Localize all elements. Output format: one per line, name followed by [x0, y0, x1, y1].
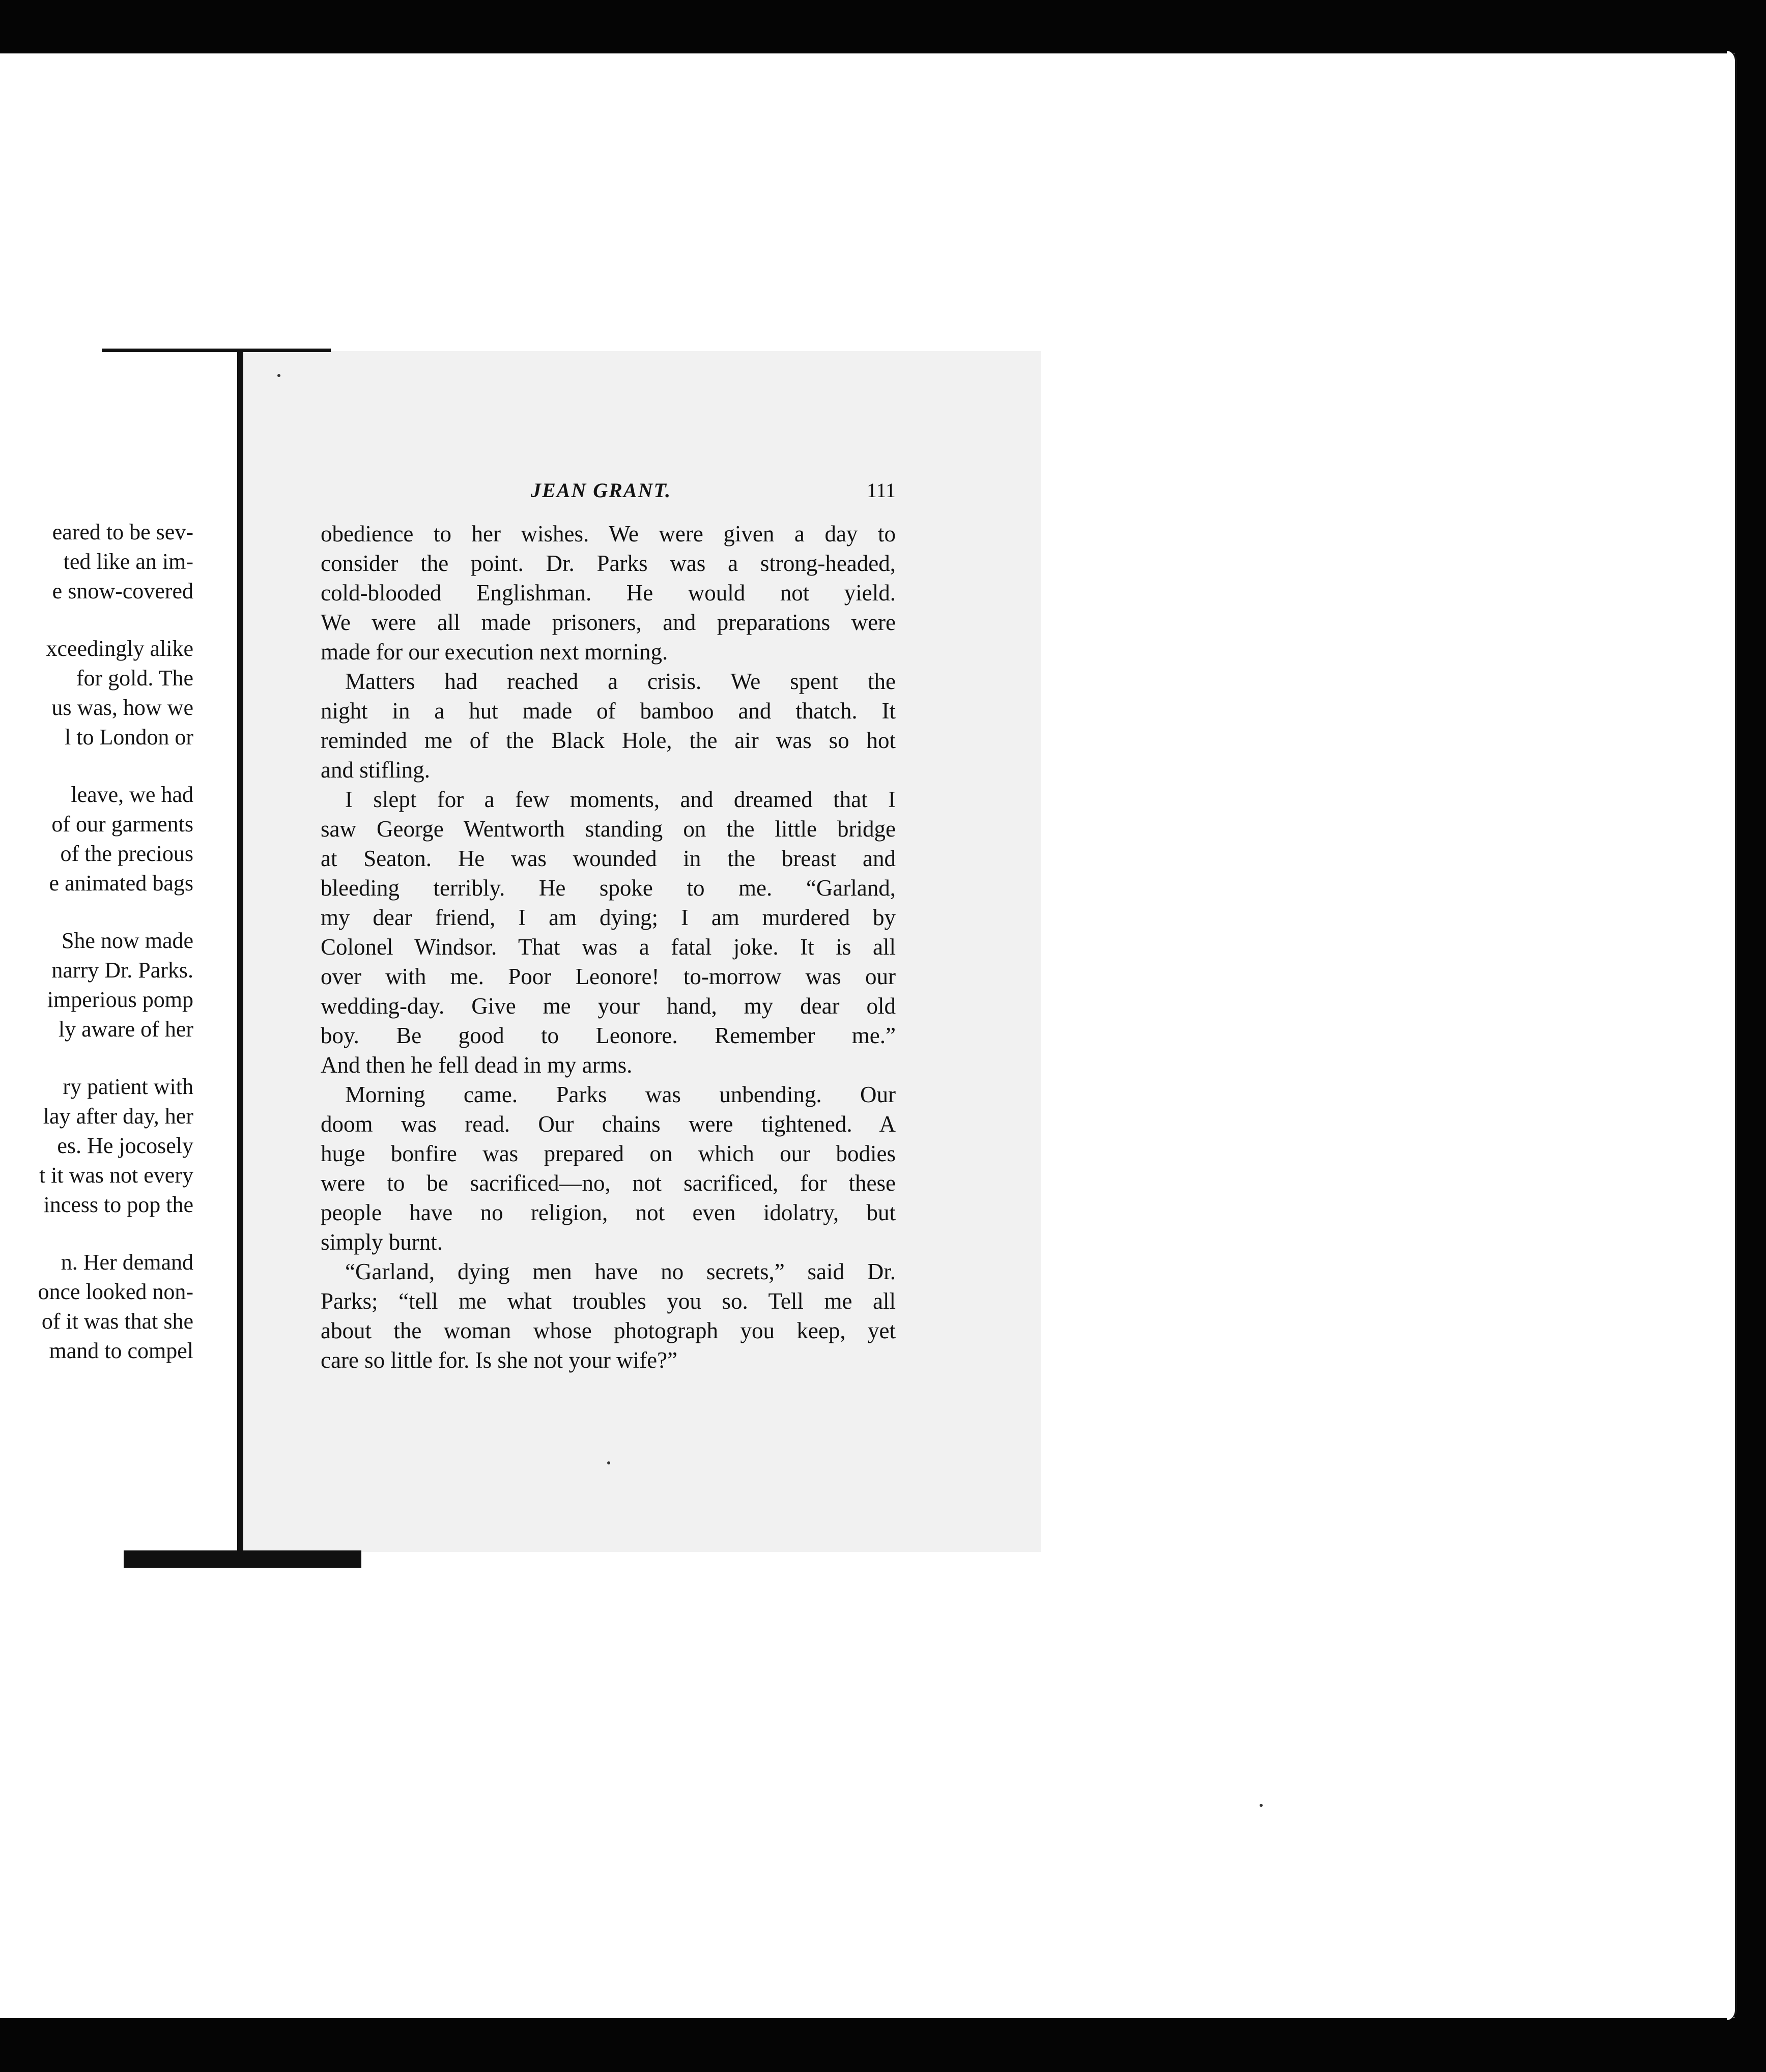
scan-border-top: [0, 0, 1766, 53]
text-line: doom was read. Our chains were tightened. A: [321, 1111, 896, 1137]
scan-border-right: [1734, 53, 1766, 2018]
text-line: people have no religion, not even idolatry, but: [321, 1200, 896, 1225]
text-line: Morning came. Parks was unbending. Our: [345, 1082, 896, 1107]
left-page-line: l to London or: [65, 725, 193, 750]
left-page-line: t it was not every: [39, 1163, 193, 1188]
gutter-rule-vertical: [237, 351, 243, 1555]
left-page-line: es. He jocosely: [57, 1133, 193, 1158]
left-page-line: incess to pop the: [43, 1192, 193, 1217]
text-line: my dear friend, I am dying; I am murdered by: [321, 905, 896, 930]
page-edge: [1727, 51, 1737, 2020]
left-page-line: lay after day, her: [43, 1104, 193, 1129]
text-line: Matters had reached a crisis. We spent the: [345, 669, 896, 694]
text-line: huge bonfire was prepared on which our bodies: [321, 1141, 896, 1166]
text-line: wedding-day. Give me your hand, my dear old: [321, 993, 896, 1019]
text-line: care so little for. Is she not your wife?”: [321, 1347, 678, 1373]
text-line: were to be sacrificed—no, not sacrificed, for these: [321, 1170, 896, 1196]
text-line: reminded me of the Black Hole, the air was so hot: [321, 728, 896, 753]
text-line: simply burnt.: [321, 1229, 443, 1255]
left-page-line: ted like an im-: [63, 549, 193, 574]
left-page-line: eared to be sev-: [52, 520, 193, 544]
left-page-line: mand to compel: [49, 1338, 193, 1363]
gutter-rule-top: [102, 349, 331, 352]
right-page: [321, 478, 896, 1375]
left-page-line: n. Her demand: [61, 1250, 193, 1275]
text-line: Parks; “tell me what troubles you so. Tell me all: [321, 1288, 896, 1314]
text-line: night in a hut made of bamboo and thatch. It: [321, 698, 896, 724]
running-title: JEAN GRANT.: [531, 479, 672, 502]
body-text: [321, 519, 896, 1375]
scan-border-bottom: [0, 2018, 1766, 2072]
speck: [607, 1461, 610, 1464]
text-line: boy. Be good to Leonore. Remember me.”: [321, 1023, 896, 1048]
left-page-fragment: [0, 519, 204, 1409]
left-page-line: imperious pomp: [47, 987, 193, 1012]
text-line: saw George Wentworth standing on the little bridge: [321, 816, 896, 842]
text-line: We were all made prisoners, and preparations were: [321, 610, 896, 635]
left-page-line: e animated bags: [49, 871, 193, 896]
running-head: [321, 478, 896, 519]
gutter-rule-bottom: [124, 1550, 361, 1568]
left-page-line: ly aware of her: [58, 1017, 193, 1042]
left-page-line: xceedingly alike: [46, 636, 193, 661]
left-page-line: us was, how we: [51, 695, 193, 720]
text-line: “Garland, dying men have no secrets,” said Dr.: [345, 1259, 896, 1284]
left-page-line: of the precious: [60, 841, 193, 866]
text-line: about the woman whose photograph you keep, yet: [321, 1318, 896, 1343]
left-page-line: leave, we had: [71, 782, 193, 807]
left-page-line: of it was that she: [41, 1309, 193, 1334]
text-line: bleeding terribly. He spoke to me. “Garland,: [321, 875, 896, 901]
left-page-line: narry Dr. Parks.: [51, 958, 193, 983]
text-line: consider the point. Dr. Parks was a strong-headed,: [321, 551, 896, 576]
text-line: cold-blooded Englishman. He would not yield.: [321, 580, 896, 606]
text-line: And then he fell dead in my arms.: [321, 1052, 633, 1078]
left-page-line: She now made: [61, 928, 193, 953]
left-page-line: of our garments: [51, 812, 193, 837]
text-line: at Seaton. He was wounded in the breast and: [321, 846, 896, 871]
left-page-line: once looked non-: [38, 1279, 193, 1304]
speck: [1260, 1804, 1263, 1807]
left-page-line: e snow-covered: [52, 579, 193, 603]
text-line: obedience to her wishes. We were given a day to: [321, 521, 896, 546]
text-line: over with me. Poor Leonore! to-morrow was our: [321, 964, 896, 989]
page-number: 111: [866, 479, 896, 502]
left-page-line: ry patient with: [63, 1074, 193, 1099]
left-page-line: for gold. The: [76, 666, 193, 690]
text-line: I slept for a few moments, and dreamed that I: [345, 787, 896, 812]
text-line: and stifling.: [321, 757, 430, 783]
speck: [277, 374, 280, 377]
text-line: made for our execution next morning.: [321, 639, 668, 665]
text-line: Colonel Windsor. That was a fatal joke. It is all: [321, 934, 896, 960]
